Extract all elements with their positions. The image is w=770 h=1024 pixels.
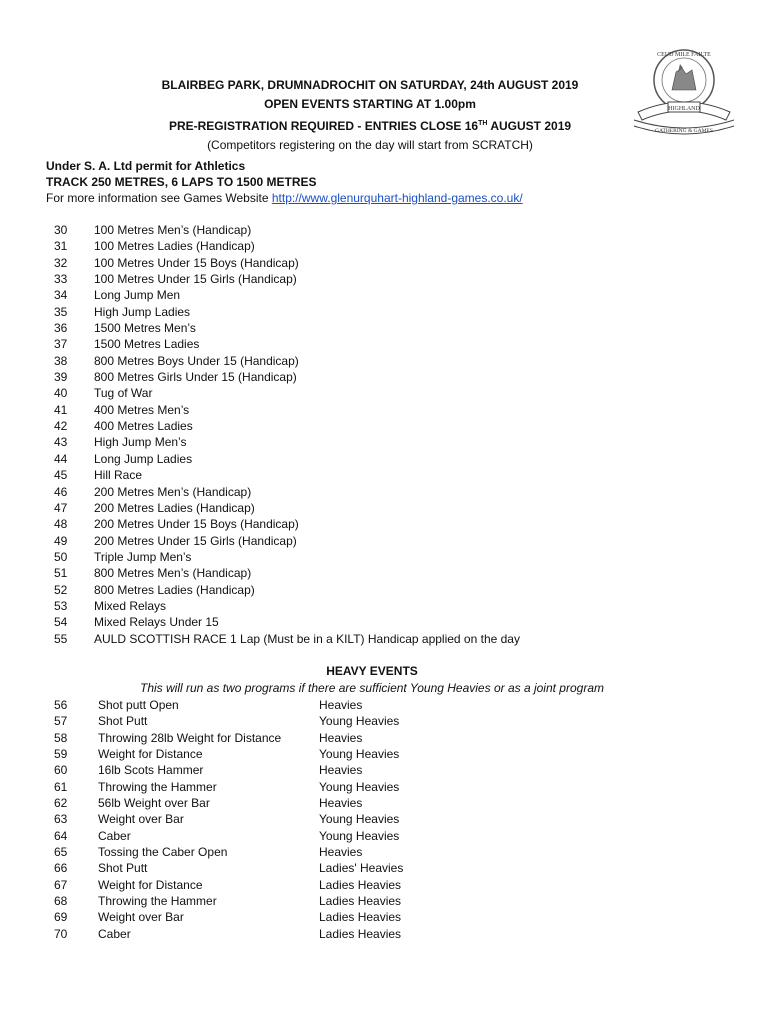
event-row	[54, 238, 520, 254]
track-line: TRACK 250 METRES, 6 LAPS TO 1500 METRES	[46, 175, 317, 189]
heavy-event-category: Heavies	[319, 763, 363, 778]
heavy-event-row	[54, 926, 403, 942]
event-row	[54, 631, 520, 647]
event-name: 800 Metres Boys Under 15 (Handicap)	[94, 353, 299, 368]
info-prefix: For more information see Games Website	[46, 191, 272, 205]
event-number: 31	[54, 239, 68, 254]
event-row	[54, 320, 520, 336]
event-row	[54, 336, 520, 352]
heavy-event-row	[54, 893, 403, 909]
heavy-event-row	[54, 746, 403, 762]
event-number: 43	[54, 435, 68, 450]
heavy-event-number: 69	[54, 910, 68, 925]
heavy-event-number: 66	[54, 861, 68, 876]
permit-line: Under S. A. Ltd permit for Athletics	[46, 159, 246, 173]
heavy-event-category: Young Heavies	[319, 747, 400, 762]
event-number: 42	[54, 419, 68, 434]
event-name: Mixed Relays	[94, 598, 167, 613]
heavy-event-name: Shot Putt	[98, 861, 148, 876]
heavy-event-name: Caber	[98, 926, 131, 941]
event-name: High Jump Men’s	[94, 435, 187, 450]
event-row	[54, 598, 520, 614]
heavy-event-category: Heavies	[319, 845, 363, 860]
event-row	[54, 614, 520, 630]
heavy-event-category: Young Heavies	[319, 812, 400, 827]
event-number: 45	[54, 468, 68, 483]
heavy-events-note: This will run as two programs if there are sufficient Young Heavies or as a joint program	[140, 681, 604, 695]
info-line	[46, 190, 523, 206]
intro-block	[46, 158, 523, 206]
event-name: 1500 Metres Ladies	[94, 337, 200, 352]
event-name: Tug of War	[94, 386, 153, 401]
heavy-events-list	[54, 697, 403, 942]
heavy-event-row	[54, 811, 403, 827]
event-number: 50	[54, 549, 68, 564]
event-name: 200 Metres Ladies (Handicap)	[94, 500, 255, 515]
heavy-event-row	[54, 762, 403, 778]
heavy-event-name: Tossing the Caber Open	[98, 845, 228, 860]
event-row	[54, 418, 520, 434]
event-name: Long Jump Ladies	[94, 451, 193, 466]
heavy-event-number: 60	[54, 763, 68, 778]
heavy-event-name: Weight over Bar	[98, 910, 184, 925]
heavy-event-number: 61	[54, 779, 68, 794]
event-name: Triple Jump Men’s	[94, 549, 192, 564]
event-number: 35	[54, 304, 68, 319]
event-name: 1500 Metres Men’s	[94, 321, 196, 336]
heavy-event-category: Young Heavies	[319, 828, 400, 843]
event-number: 34	[54, 288, 68, 303]
event-number: 48	[54, 517, 68, 532]
registration-text: PRE-REGISTRATION REQUIRED - ENTRIES CLOSE 16	[168, 119, 479, 133]
heavy-events-title: HEAVY EVENTS	[326, 664, 418, 678]
heavy-event-number: 67	[54, 877, 68, 892]
heavy-event-name: Shot Putt	[98, 714, 148, 729]
event-row	[54, 484, 520, 500]
event-name: 400 Metres Men’s	[94, 402, 190, 417]
crest-motto: CEUD MILE FAILTE	[657, 52, 711, 58]
event-number: 38	[54, 353, 68, 368]
heavy-event-row	[54, 730, 403, 746]
event-number: 52	[54, 582, 68, 597]
event-row	[54, 549, 520, 565]
event-row	[54, 582, 520, 598]
heavy-event-number: 59	[54, 747, 68, 762]
event-number: 39	[54, 370, 68, 385]
heavy-event-name: 56lb Weight over Bar	[98, 796, 210, 811]
heavy-event-row	[54, 795, 403, 811]
heavy-event-name: Weight over Bar	[98, 812, 184, 827]
event-row	[54, 451, 520, 467]
event-name: 400 Metres Ladies	[94, 419, 193, 434]
event-number: 36	[54, 321, 68, 336]
event-number: 30	[54, 223, 68, 237]
event-name: 200 Metres Under 15 Boys (Handicap)	[94, 517, 299, 532]
event-row	[54, 434, 520, 450]
heavy-event-row	[54, 697, 403, 713]
event-row	[54, 467, 520, 483]
event-row	[54, 369, 520, 385]
heavy-event-number: 63	[54, 812, 68, 827]
event-name: Hill Race	[94, 468, 143, 483]
event-name: AULD SCOTTISH RACE 1 Lap (Must be in a KILT) Handicap applied on the day	[94, 631, 520, 646]
event-row	[54, 500, 520, 516]
event-row	[54, 353, 520, 369]
heavy-event-category: Heavies	[319, 698, 363, 712]
event-name: 100 Metres Under 15 Boys (Handicap)	[94, 255, 299, 270]
event-row	[54, 385, 520, 401]
heavy-event-name: Weight for Distance	[98, 747, 203, 762]
heavy-event-row	[54, 828, 403, 844]
heavy-event-name: Weight for Distance	[98, 877, 203, 892]
heavy-event-number: 58	[54, 730, 68, 745]
event-number: 46	[54, 484, 68, 499]
scratch-note: (Competitors registering on the day will start from SCRATCH)	[207, 138, 533, 152]
event-name: 800 Metres Ladies (Handicap)	[94, 582, 255, 597]
event-name: 200 Metres Under 15 Girls (Handicap)	[94, 533, 297, 548]
heavy-event-category: Young Heavies	[319, 779, 400, 794]
date-suffix: TH	[478, 120, 488, 127]
event-row	[54, 565, 520, 581]
heavy-event-category: Heavies	[319, 796, 363, 811]
event-row	[54, 255, 520, 271]
event-name: 800 Metres Girls Under 15 (Handicap)	[94, 370, 297, 385]
event-row	[54, 516, 520, 532]
heavy-event-number: 62	[54, 796, 68, 811]
heavy-event-row	[54, 909, 403, 925]
heavy-event-name: Throwing the Hammer	[98, 894, 217, 909]
event-name: 200 Metres Men’s (Handicap)	[94, 484, 252, 499]
crest-banner: HIGHLAND	[668, 106, 700, 112]
heavy-event-row	[54, 713, 403, 729]
event-number: 54	[54, 615, 68, 630]
website-link[interactable]: http://www.glenurquhart-highland-games.co.uk/	[271, 191, 523, 205]
heavy-event-row	[54, 877, 403, 893]
event-number: 51	[54, 566, 68, 581]
heavy-event-number: 70	[54, 926, 68, 941]
heavy-event-category: Young Heavies	[319, 714, 400, 729]
event-number: 40	[54, 386, 68, 401]
start-time: OPEN EVENTS STARTING AT 1.00pm	[264, 97, 476, 111]
document-header	[120, 76, 620, 155]
heavy-event-row	[54, 779, 403, 795]
event-number: 47	[54, 500, 68, 515]
heavy-event-row	[54, 860, 403, 876]
event-name: 100 Metres Men’s (Handicap)	[94, 223, 252, 237]
heavy-event-name: Throwing 28lb Weight for Distance	[98, 730, 282, 745]
event-name: 100 Metres Ladies (Handicap)	[94, 239, 255, 254]
heavy-event-number: 57	[54, 714, 68, 729]
event-number: 44	[54, 451, 68, 466]
event-number: 55	[54, 631, 68, 646]
event-name: 800 Metres Men’s (Handicap)	[94, 566, 252, 581]
athletics-events-list	[54, 222, 520, 647]
event-row	[54, 222, 520, 238]
registration-notice	[120, 114, 620, 136]
heavy-event-category: Ladies Heavies	[319, 926, 402, 941]
heavy-event-number: 56	[54, 698, 68, 712]
event-name: Mixed Relays Under 15	[94, 615, 219, 630]
event-row	[54, 304, 520, 320]
heavy-event-name: 16lb Scots Hammer	[98, 763, 204, 778]
crest-bottom: GATHERING & GAMES	[655, 128, 713, 134]
heavy-event-name: Throwing the Hammer	[98, 779, 217, 794]
event-name: Long Jump Men	[94, 288, 181, 303]
heavy-event-category: Heavies	[319, 730, 363, 745]
heavy-event-name: Caber	[98, 828, 131, 843]
heavy-event-number: 68	[54, 894, 68, 909]
event-row	[54, 287, 520, 303]
event-row	[54, 533, 520, 549]
event-number: 32	[54, 255, 68, 270]
event-title: BLAIRBEG PARK, DRUMNADROCHIT ON SATURDAY, 24th AUGUST 2019	[161, 78, 579, 92]
event-number: 49	[54, 533, 68, 548]
event-name: 100 Metres Under 15 Girls (Handicap)	[94, 272, 297, 287]
highland-games-crest-icon	[628, 42, 740, 142]
event-row	[54, 402, 520, 418]
heavy-event-category: Ladies Heavies	[319, 894, 402, 909]
event-number: 33	[54, 272, 68, 287]
event-name: High Jump Ladies	[94, 304, 191, 319]
heavy-event-category: Ladies' Heavies	[319, 861, 404, 876]
heavy-event-number: 65	[54, 845, 68, 860]
event-row	[54, 271, 520, 287]
heavy-event-category: Ladies Heavies	[319, 877, 402, 892]
heavy-event-name: Shot putt Open	[98, 698, 179, 712]
event-number: 41	[54, 402, 68, 417]
heavy-event-row	[54, 844, 403, 860]
heavy-event-category: Ladies Heavies	[319, 910, 402, 925]
event-number: 53	[54, 598, 68, 613]
heavy-event-number: 64	[54, 828, 68, 843]
event-number: 37	[54, 337, 68, 352]
registration-month: AUGUST 2019	[487, 119, 572, 133]
